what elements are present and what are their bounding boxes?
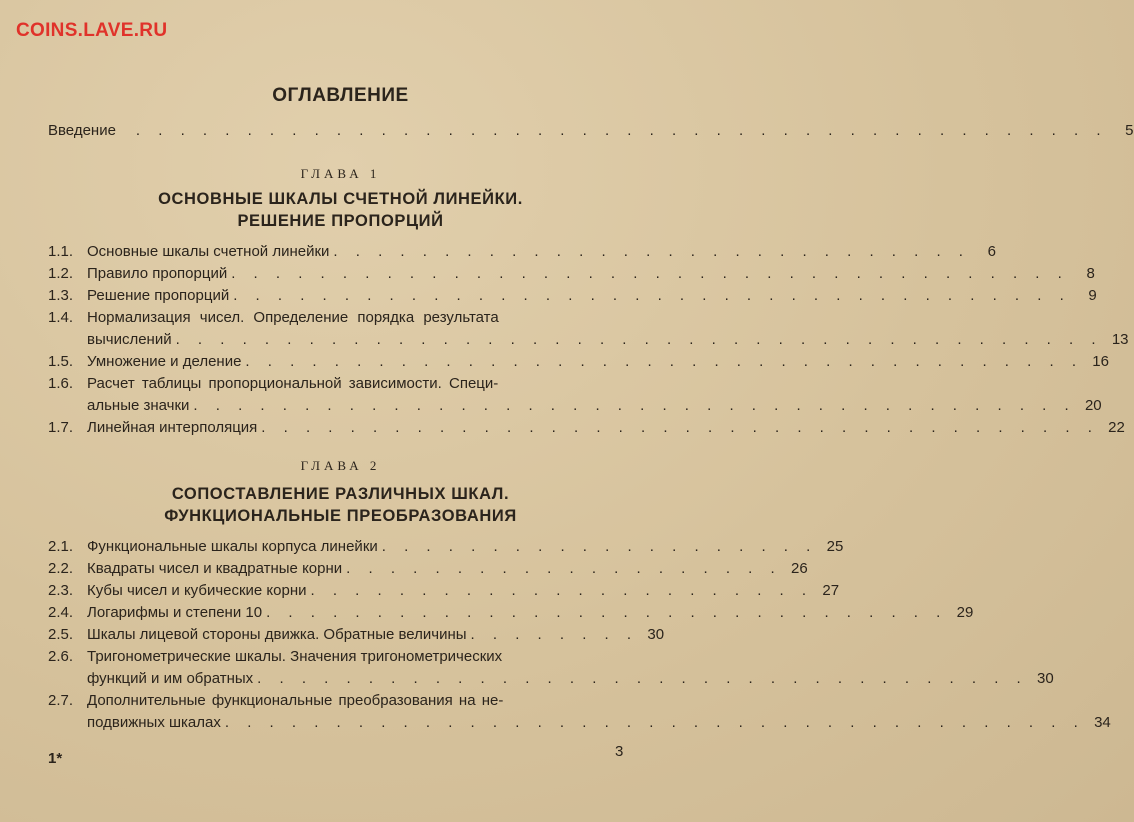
- toc-entry-1-7[interactable]: [48, 417, 1125, 439]
- leader-dots: . . . . . . . .: [470, 626, 639, 643]
- toc-entry-2-7[interactable]: [48, 690, 1111, 734]
- chapter-1-title-line-1: ОСНОВНЫЕ ШКАЛЫ СЧЕТНОЙ ЛИНЕЙКИ.: [158, 190, 523, 208]
- entry-number: 2.1.: [48, 538, 74, 555]
- entry-page: 30: [647, 626, 665, 643]
- entry-text: Правило пропорций: [87, 265, 228, 282]
- leader-dots: . . . . . . . . . . . . . . . . . . . .: [346, 560, 782, 577]
- entry-text: Функциональные шкалы корпуса линейки: [87, 538, 378, 555]
- entry-page: 34: [1094, 714, 1111, 731]
- entry-number: 2.6.: [48, 648, 74, 665]
- page-mark: 3: [615, 743, 624, 760]
- entry-number: 2.7.: [48, 692, 74, 709]
- toc-entry-1-3[interactable]: [48, 285, 1097, 307]
- entry-text: Основные шкалы счетной линейки: [87, 243, 330, 260]
- signature-mark: 1*: [48, 750, 63, 767]
- toc-entry-1-6[interactable]: [48, 373, 1102, 417]
- entry-text-continued: вычислений: [87, 331, 172, 348]
- entry-text: Решение пропорций: [87, 287, 230, 304]
- entry-number: 1.7.: [48, 419, 74, 436]
- toc-entry-2-1[interactable]: [48, 536, 844, 558]
- entry-number: 1.2.: [48, 265, 74, 282]
- toc-entry-1-2[interactable]: [48, 263, 1095, 285]
- leader-dots: . . . . . . . . . . . . . . . . . . . . . . . . . . . . . . . . . . . . . . . . . .: [175, 331, 1103, 348]
- entry-page: 29: [956, 604, 974, 621]
- entry-number: 2.2.: [48, 560, 74, 577]
- entry-text: Умножение и деление: [87, 353, 242, 370]
- entry-text: Линейная интерполяция: [87, 419, 258, 436]
- entry-number: 2.3.: [48, 582, 74, 599]
- entry-number: 2.5.: [48, 626, 74, 643]
- toc-entry-intro[interactable]: [48, 120, 1134, 142]
- leader-dots: . . . . . . . . . . . . . . . . . . . . . . . . . . . . . . . . . . . . . .: [261, 419, 1099, 436]
- entry-text: Расчет таблицы пропорциональной зависимости. Специ-: [87, 375, 499, 392]
- leader-dots: . . . . . . . . . . . . . . . . . . . . . . . . . . . . . . . . . . . . . . . .: [193, 397, 1076, 414]
- entry-page: 26: [791, 560, 808, 577]
- entry-text: Нормализация чисел. Определение порядка результата: [87, 309, 499, 326]
- leader-dots: . . . . . . . . . . . . . . . . . . . . . . . . . . . . .: [333, 243, 970, 260]
- entry-text: Введение: [48, 122, 116, 139]
- entry-text-continued: подвижных шкалах: [87, 714, 221, 731]
- entry-number: 1.4.: [48, 309, 74, 326]
- entry-page: 16: [1092, 353, 1109, 370]
- entry-text: Тригонометрические шкалы. Значения тригонометрических: [87, 648, 503, 665]
- chapter-2-title-line-1: СОПОСТАВЛЕНИЕ РАЗЛИЧНЫХ ШКАЛ.: [171, 485, 510, 503]
- entry-number: 2.4.: [48, 604, 74, 621]
- toc-entry-2-5[interactable]: [48, 624, 665, 646]
- entry-page: 27: [822, 582, 840, 599]
- chapter-2-label: ГЛАВА 2: [300, 458, 381, 473]
- entry-number: 1.1.: [48, 243, 74, 260]
- leader-dots: . . . . . . . . . . . . . . . . . . . . . . . . . . . . . . .: [266, 604, 948, 621]
- toc-entry-2-3[interactable]: [48, 580, 840, 602]
- entry-number: 1.5.: [48, 353, 74, 370]
- entry-text: Кубы чисел и кубические корни: [87, 582, 307, 599]
- toc-entry-2-2[interactable]: [48, 558, 808, 580]
- toc-entry-1-4[interactable]: [48, 307, 1129, 351]
- entry-text: Логарифмы и степени 10: [87, 604, 263, 621]
- toc-entry-2-4[interactable]: [48, 602, 974, 624]
- entry-page: 22: [1108, 419, 1125, 436]
- leader-dots: . . . . . . . . . . . . . . . . . . . . . . . . . . . . . . . . . . . . . .: [231, 265, 1069, 282]
- page-title: ОГЛАВЛЕНИЕ: [272, 85, 409, 106]
- entry-text: Шкалы лицевой стороны движка. Обратные величины: [87, 626, 467, 643]
- leader-dots: . . . . . . . . . . . . . . . . . . . . . . . . . . . . . . . . . . . . . .: [233, 287, 1071, 304]
- entry-page: 6: [987, 243, 996, 260]
- entry-page: 20: [1084, 397, 1102, 414]
- toc-entry-1-1[interactable]: [48, 241, 996, 263]
- chapter-1-label: ГЛАВА 1: [300, 166, 381, 181]
- entry-page: 25: [826, 538, 844, 555]
- entry-page: 9: [1088, 287, 1097, 304]
- entry-page: 5: [1125, 122, 1134, 139]
- entry-page: 30: [1037, 670, 1054, 687]
- leader-dots: . . . . . . . . . . . . . . . . . . . .: [381, 538, 818, 555]
- chapter-2-title-line-2: ФУНКЦИОНАЛЬНЫЕ ПРЕОБРАЗОВАНИЯ: [164, 507, 517, 525]
- toc-entry-2-6[interactable]: [48, 646, 1054, 690]
- entry-page: 8: [1086, 265, 1095, 282]
- leader-dots: . . . . . . . . . . . . . . . . . . . . . . . . . . . . . . . . . . .: [257, 670, 1028, 687]
- entry-number: 1.6.: [48, 375, 74, 392]
- chapter-1-title-line-2: РЕШЕНИЕ ПРОПОРЦИЙ: [237, 212, 444, 230]
- entry-text: Квадраты чисел и квадратные корни: [87, 560, 343, 577]
- watermark: COINS.LAVE.RU: [16, 20, 168, 41]
- entry-text: Дополнительные функциональные преобразования на не-: [87, 692, 504, 709]
- entry-text-continued: функций и им обратных: [87, 670, 254, 687]
- entry-text-continued: альные значки: [87, 397, 190, 414]
- leader-dots: . . . . . . . . . . . . . . . . . . . . . . . . . . . . . . . . . . . . . . .: [224, 714, 1085, 731]
- leader-dots: . . . . . . . . . . . . . . . . . . . . . . .: [310, 582, 814, 599]
- leader-dots: . . . . . . . . . . . . . . . . . . . . . . . . . . . . . . . . . . . . . . . . . . . .: [135, 122, 1108, 139]
- entry-number: 1.3.: [48, 287, 74, 304]
- toc-entry-1-5[interactable]: [48, 351, 1109, 373]
- entry-page: 13: [1111, 331, 1129, 348]
- leader-dots: . . . . . . . . . . . . . . . . . . . . . . . . . . . . . . . . . . . . . .: [245, 353, 1083, 370]
